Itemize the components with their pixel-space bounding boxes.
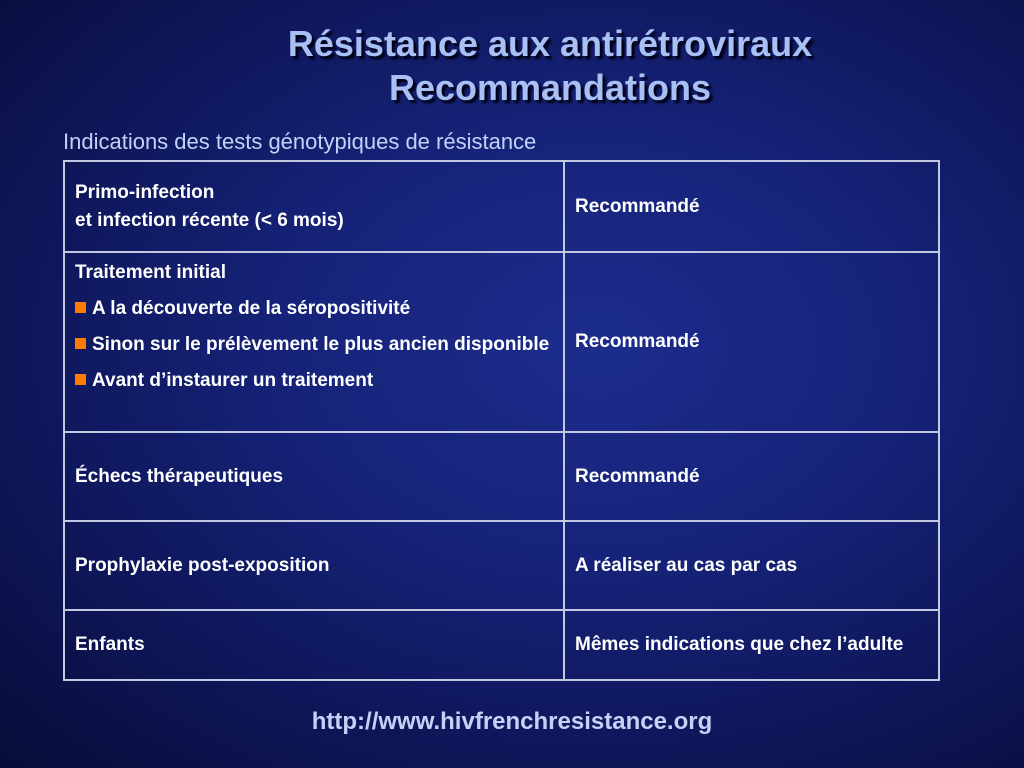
indication-cell	[64, 161, 564, 252]
title-line-1: Résistance aux antirétroviraux	[287, 23, 813, 64]
square-bullet-icon	[75, 302, 86, 313]
footer-url: http://www.hivfrenchresistance.org	[311, 708, 713, 735]
recommendation-cell: Mêmes indications que chez l’adulte	[564, 610, 939, 680]
indication-text: et infection récente (< 6 mois)	[75, 209, 344, 231]
indication-text: Primo-infection	[75, 181, 215, 203]
table-row	[64, 610, 939, 680]
indications-table	[63, 160, 940, 681]
list-item	[75, 295, 553, 323]
list-item-text: Avant d’instaurer un traitement	[92, 370, 374, 391]
square-bullet-icon	[75, 338, 86, 349]
indication-text: Traitement initial	[75, 262, 226, 283]
table-row	[64, 521, 939, 610]
recommendation-cell: Recommandé	[564, 252, 939, 432]
list-item-text: Sinon sur le prélèvement le plus ancien disponible	[92, 334, 550, 355]
slide-subtitle: Indications des tests génotypiques de résistance	[63, 129, 537, 154]
title-line-2: Recommandations	[388, 67, 712, 108]
recommendation-cell: Recommandé	[564, 161, 939, 252]
recommendation-cell: Recommandé	[564, 432, 939, 521]
indication-cell: Enfants	[64, 610, 564, 680]
indication-cell	[64, 252, 564, 432]
list-item	[75, 331, 553, 359]
table-row	[64, 252, 939, 432]
list-item-text: A la découverte de la séropositivité	[92, 298, 411, 319]
table-row	[64, 161, 939, 252]
indication-cell: Prophylaxie post-exposition	[64, 521, 564, 610]
slide-title	[0, 22, 1024, 110]
indication-cell: Échecs thérapeutiques	[64, 432, 564, 521]
square-bullet-icon	[75, 374, 86, 385]
list-item	[75, 367, 553, 395]
recommendation-cell: A réaliser au cas par cas	[564, 521, 939, 610]
table-row	[64, 432, 939, 521]
